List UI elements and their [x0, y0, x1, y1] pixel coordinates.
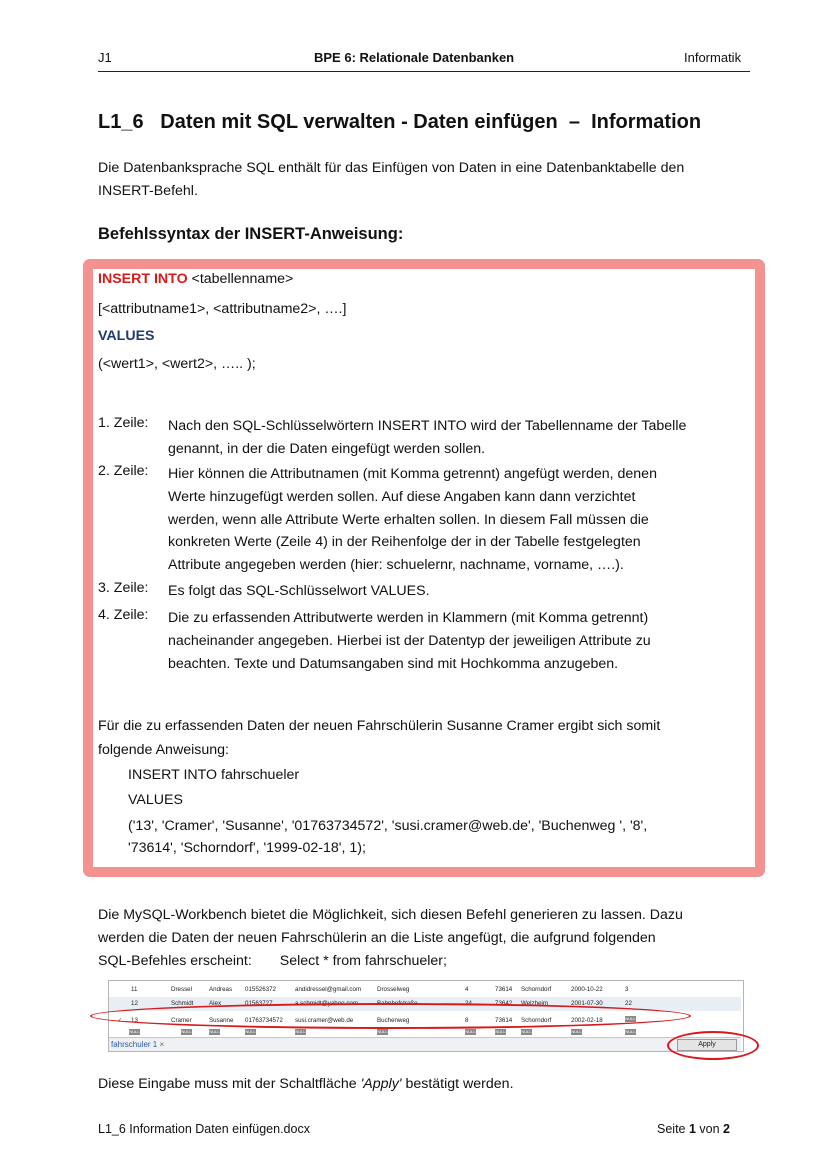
cell: 015526372 [245, 986, 276, 993]
null-badge: NULL [625, 1029, 636, 1034]
zeile-1-text [168, 415, 728, 461]
example-code-line: VALUES [128, 792, 183, 808]
cell: 24 [465, 1000, 472, 1007]
syntax-heading: Befehlssyntax der INSERT-Anweisung: [98, 225, 404, 243]
zeile-2-line: Attribute angegeben werden (hier: schuelernr, nachname, vorname, ….). [168, 557, 624, 574]
zeile-4-label: 4. Zeile: [98, 607, 149, 623]
syntax-line-insert [98, 271, 293, 287]
page-prefix: Seite [657, 1122, 689, 1136]
zeile-2-line: Hier können die Attributnamen (mit Komma getrennt) angefügt werden, denen [168, 466, 657, 482]
cell: Cramer [171, 1017, 192, 1024]
intro-line-2: INSERT-Befehl. [98, 183, 198, 199]
result-row[interactable] [109, 983, 741, 997]
null-badge: NULL [377, 1029, 388, 1034]
zeile-1-line: Nach den SQL-Schlüsselwörtern INSERT INTO wird der Tabellenname der Tabelle [168, 418, 687, 434]
cell: 2000-10-22 [571, 986, 603, 993]
cell: Susanne [209, 1017, 234, 1024]
zeile-3-line: Es folgt das SQL-Schlüsselwort VALUES. [168, 583, 430, 599]
null-badge: NULL [521, 1029, 532, 1034]
footer-filename: L1_6 Information Daten einfügen.docx [98, 1122, 310, 1136]
row-marker-icon: ✓ [117, 1017, 123, 1024]
cell: 8 [465, 1017, 469, 1024]
insert-table-placeholder: <tabellenname> [187, 271, 294, 287]
header-rule [98, 71, 750, 72]
zeile-4-line: nacheinander angegeben. Hierbei ist der Datentyp der jeweiligen Attribute zu [168, 632, 651, 649]
confirm-after: bestätigt werden. [401, 1076, 514, 1092]
cell: Andreas [209, 986, 233, 993]
apply-button[interactable]: Apply [677, 1039, 737, 1051]
result-tab-bar [109, 1037, 741, 1051]
header-right: Informatik [684, 50, 742, 65]
null-badge: NULL [181, 1029, 192, 1034]
page-title: L1_6 Daten mit SQL verwalten - Daten einfügen – Information [98, 111, 702, 133]
syntax-line-attributes: [<attributname1>, <attributname2>, ….] [98, 301, 347, 317]
cell: 01763734572 [245, 1017, 283, 1024]
cell: Schorndorf [521, 1017, 552, 1024]
cell: 01563727 [245, 1000, 273, 1007]
cell: 73614 [495, 986, 513, 993]
example-code-line: ('13', 'Cramer', 'Susanne', '01763734572', 'susi.cramer@web.de', 'Buchenweg ', '8', [128, 818, 648, 834]
cell: Bahnhofstraße [377, 1000, 418, 1007]
zeile-3-text [168, 580, 728, 603]
zeile-4-line: beachten. Texte und Datumsangaben sind mit Hochkomma anzugeben. [168, 655, 619, 672]
cell: 2001-07-30 [571, 1000, 603, 1007]
cell: Welzheim [521, 1000, 549, 1007]
workbench-line-2: werden die Daten der neuen Fahrschülerin an die Liste angefügt, die aufgrund folgenden [98, 930, 656, 946]
zeile-1-label: 1. Zeile: [98, 415, 149, 431]
values-keyword: VALUES [98, 328, 155, 344]
workbench-line-3 [98, 953, 447, 969]
insert-keyword: INSERT INTO [98, 271, 188, 287]
cell: susi.cramer@web.de [295, 1017, 354, 1024]
null-badge: NULL [495, 1029, 506, 1034]
cell: Alex [209, 1000, 222, 1007]
zeile-2-line: konkreten Werte (Zeile 4) in der Reihenfolge der in der Tabelle festgelegten [168, 534, 641, 551]
null-badge: NULL [245, 1029, 256, 1034]
page-total: 2 [723, 1122, 730, 1136]
confirm-before: Diese Eingabe muss mit der Schaltfläche [98, 1076, 361, 1092]
example-code-line: '73614', 'Schorndorf', '1999-02-18', 1); [128, 840, 366, 856]
header-center: BPE 6: Relationale Datenbanken [314, 50, 515, 65]
cell: 12 [131, 1000, 138, 1007]
cell: andidressel@gmail.com [295, 986, 362, 993]
null-badge: NULL [295, 1029, 306, 1034]
cell: 3 [625, 986, 629, 993]
intro-line-1: Die Datenbanksprache SQL enthält für das Einfügen von Daten in eine Datenbanktabelle den [98, 160, 685, 176]
cell: Schmidt [171, 1000, 194, 1007]
null-badge: NULL [465, 1029, 476, 1034]
tab-label: fahrschuler 1 [111, 1040, 158, 1049]
syntax-line-values: (<wert1>, <wert2>, ….. ); [98, 356, 256, 372]
null-badge: NULL [625, 1016, 636, 1021]
null-badge: NULL [129, 1029, 140, 1034]
cell: 13 [131, 1017, 138, 1024]
intro-paragraph [98, 157, 684, 203]
highlight-ellipse-row [90, 1003, 691, 1029]
cell: Drosselweg [377, 986, 410, 993]
cell: Buchenweg [377, 1017, 410, 1024]
example-code-line: INSERT INTO fahrschueler [128, 767, 300, 783]
cell: 73642 [495, 1000, 513, 1007]
close-icon[interactable]: × [159, 1040, 165, 1049]
workbench-line-3-start: SQL-Befehles erscheint: [98, 953, 252, 969]
cell: 73614 [495, 1017, 513, 1024]
highlight-ellipse-apply [667, 1031, 759, 1060]
cell: Dressel [171, 986, 192, 993]
confirm-text [98, 1076, 514, 1092]
page-mid: von [695, 1122, 724, 1136]
null-badge: NULL [209, 1029, 220, 1034]
zeile-2-line: werden, wenn alle Attribute Werte erhalten sollen. In diesem Fall müssen die [168, 511, 649, 528]
example-intro-2: folgende Anweisung: [98, 742, 229, 758]
cell: a.schmidt@yahoo.com [295, 1000, 359, 1007]
zeile-4-line: Die zu erfassenden Attributwerte werden in Klammern (mit Komma getrennt) [168, 610, 649, 626]
example-intro-1: Für die zu erfassenden Daten der neuen Fahrschülerin Susanne Cramer ergibt sich somit [98, 718, 661, 734]
zeile-4-text [168, 607, 728, 675]
cell: Schorndorf [521, 986, 552, 993]
zeile-2-line: Werte hinzugefügt werden sollen. Auf diese Angaben kann dann verzichtet [168, 488, 636, 505]
zeile-2-label: 2. Zeile: [98, 463, 149, 479]
workbench-line-1: Die MySQL-Workbench bietet die Möglichkeit, sich diesen Befehl generieren zu lassen. Dazu [98, 907, 683, 923]
cell: 11 [131, 986, 138, 993]
null-badge: NULL [571, 1029, 582, 1034]
result-tab[interactable] [111, 1040, 164, 1049]
zeile-2-text [168, 463, 728, 577]
cell: 22 [625, 1000, 632, 1007]
confirm-emph: 'Apply' [360, 1076, 402, 1092]
header-left: J1 [98, 50, 112, 65]
page-current: 1 [688, 1122, 696, 1136]
workbench-query: Select * from fahrschueler; [279, 953, 447, 969]
cell: 4 [465, 986, 469, 993]
zeile-3-label: 3. Zeile: [98, 580, 149, 596]
footer-page-number [657, 1122, 730, 1136]
cell: 2002-02-18 [571, 1017, 603, 1024]
zeile-1-line: genannt, in der die Daten eingefügt werden sollen. [168, 440, 486, 457]
